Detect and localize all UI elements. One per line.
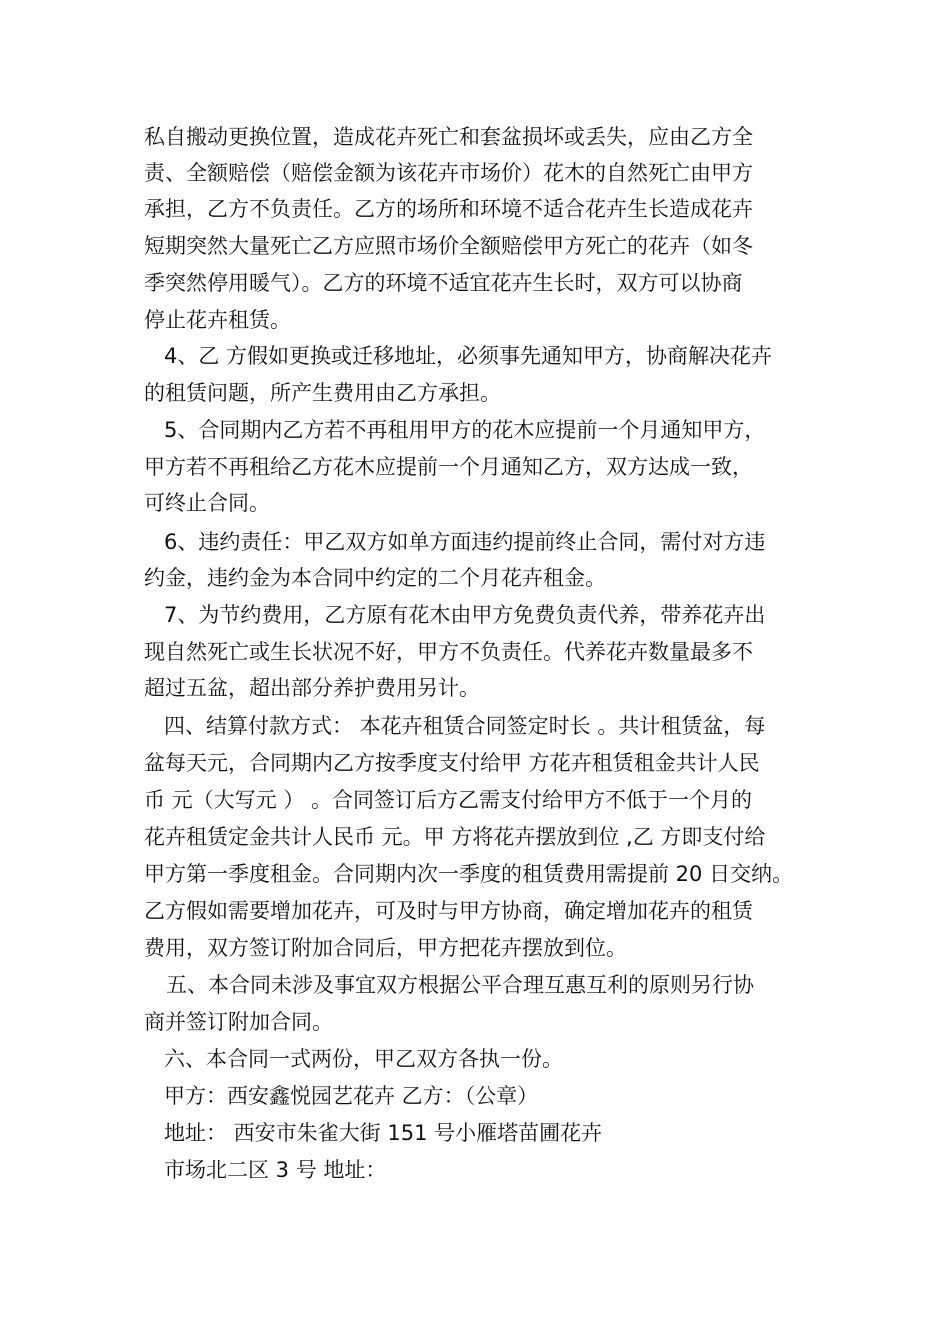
text-line: 责、全额赔偿（赔偿金额为该花卉市场价）花木的自然死亡由甲方 [144, 161, 753, 185]
text-line: 可终止合同。 [144, 491, 270, 515]
text-line: 停止花卉租赁。 [144, 308, 291, 332]
text-line: 花卉租赁定金共计人民币 元。甲 方将花卉摆放到位 ,乙 方即支付给 [144, 825, 766, 849]
text-line: 季突然停用暖气）。乙方的环境不适宜花卉生长时，双方可以协商 [144, 271, 743, 295]
text-line: 超过五盆，超出部分养护费用另计。 [144, 676, 480, 700]
text-line: 短期突然大量死亡乙方应照市场价全额赔偿甲方死亡的花卉（如冬 [144, 234, 753, 258]
text-line: 4、乙 方假如更换或迁移地址，必须事先通知甲方，协商解决花卉 [164, 344, 773, 368]
text-line: 盆每天元，合同期内乙方按季度支付给甲 方花卉租赁租金共计人民 [144, 751, 760, 775]
text-line: 5、合同期内乙方若不再租用甲方的花木应提前一个月通知甲方， [164, 418, 766, 442]
text-line: 私自搬动更换位置，造成花卉死亡和套盆损坏或丢失，应由乙方全 [144, 125, 753, 149]
text-line: 商并签订附加合同。 [144, 1010, 333, 1034]
text-line: 五、本合同未涉及事宜双方根据公平合理互惠互利的原则另行协 [166, 973, 754, 997]
text-line: 现自然死亡或生长状况不好，甲方不负责任。代养花卉数量最多不 [144, 640, 753, 664]
text-line: 7、为节约费用，乙方原有花木由甲方免费负责代养，带养花卉出 [164, 603, 766, 627]
text-line: 承担，乙方不负责任。乙方的场所和环境不适合花卉生长造成花卉 [144, 197, 753, 221]
text-line: 币 元（大写元 ） 。合同签订后方乙需支付给甲方不低于一个月的 [144, 788, 753, 812]
text-line: 费用，双方签订附加合同后，甲方把花卉摆放到位。 [144, 936, 627, 960]
text-line: 甲方：西安鑫悦园艺花卉 乙方：（公章） [164, 1084, 539, 1108]
text-line: 地址： 西安市朱雀大街 151 号小雁塔苗圃花卉 [164, 1121, 603, 1145]
text-line: 6、违约责任：甲乙双方如单方面违约提前终止合同，需付对方违 [164, 530, 766, 554]
text-line: 约金，违约金为本合同中约定的二个月花卉租金。 [144, 566, 606, 590]
text-line: 六、本合同一式两份，甲乙双方各执一份。 [164, 1047, 563, 1071]
text-line: 甲方若不再租给乙方花木应提前一个月通知乙方，双方达成一致， [144, 455, 753, 479]
text-line: 市场北二区 3 号 地址： [164, 1158, 387, 1182]
text-line: 乙方假如需要增加花卉，可及时与甲方协商，确定增加花卉的租赁 [144, 899, 753, 923]
text-line: 甲方第一季度租金。合同期内次一季度的租赁费用需提前 20 日交纳。 [144, 862, 794, 886]
text-line: 四、结算付款方式： 本花卉租赁合同签定时长 。共计租赁盆，每 [164, 714, 766, 738]
text-line: 的租赁问题，所产生费用由乙方承担。 [144, 381, 501, 405]
